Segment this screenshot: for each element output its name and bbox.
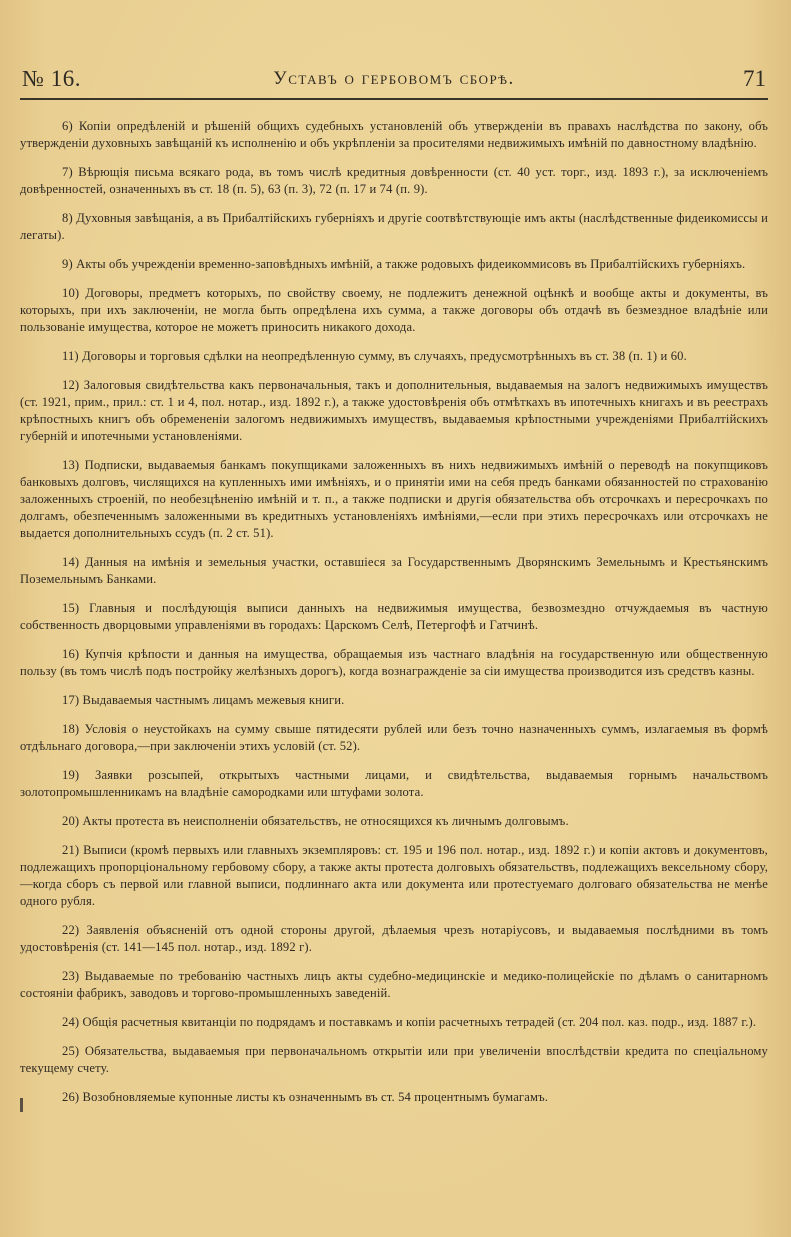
paragraph-25: 25) Обязательства, выдаваемыя при первоначальномъ открытіи или при увеличеніи впослѣдствіи кредита по спеціальному текущему счету.: [20, 1044, 768, 1075]
article-body: [20, 118, 768, 1118]
paragraph-13: 13) Подписки, выдаваемыя банкамъ покупщиками заложенныхъ въ нихъ недвижимыхъ имѣній о переводѣ на покупщиковъ банковыхъ долговъ, числящихся на купленныхъ ими имѣніяхъ, и о принятіи ими на себя предъ банками обязанностей по страхованію заложенныхъ строеній, по необезцѣненію имѣній и т. п., а также подписки и другія обязательства объ отсрочкахъ и пересрочкахъ по долгамъ, обезпеченнымъ заложенными въ кредитныхъ установленіяхъ имѣніями,—если при этихъ пересрочкахъ или отсрочкахъ не выдается дополнительныхъ ссудъ (п. 2 ст. 51).: [20, 458, 768, 540]
paragraph-21: 21) Выписи (кромѣ первыхъ или главныхъ экземпляровъ: ст. 195 и 196 пол. нотар., изд. 1892 г.) и копіи актовъ и документовъ, подлежащихъ пропорціональному гербовому сбору, а также акты протеста долговыхъ обязательствъ, подлежащихъ вексельному сбору,—когда сборъ съ первой или главной выписи, подлиннаго акта или документа или протестуемаго долговаго обязательства не менѣе одного рубля.: [20, 843, 768, 908]
paragraph-14: 14) Данныя на имѣнія и земельныя участки, оставшіеся за Государственнымъ Дворянскимъ Земельнымъ и Крестьянскимъ Поземельнымъ Банками.: [20, 555, 768, 586]
paragraph-18: 18) Условія о неустойкахъ на сумму свыше пятидесяти рублей или безъ точно назначенныхъ суммъ, излагаемыя въ формѣ отдѣльнаго договора,—при заключеніи этихъ условій (ст. 52).: [20, 722, 768, 753]
paragraph-16: 16) Купчія крѣпости и данныя на имущества, обращаемыя изъ частнаго владѣнія на государственную или общественную пользу (въ томъ числѣ подъ постройку желѣзныхъ дорогъ), когда вознагражденіе за сіи имущества производится изъ средствъ казны.: [20, 647, 768, 678]
paragraph-15: 15) Главныя и послѣдующія выписи данныхъ на недвижимыя имущества, безвозмездно отчуждаемыя въ частную собственность дворцовыми управленіями въ городахъ: Царскомъ Селѣ, Петергофѣ и Гатчинѣ.: [20, 601, 768, 632]
paragraph-23: 23) Выдаваемые по требованію частныхъ лицъ акты судебно-медицинскіе и медико-полицейскіе по дѣламъ о санитарномъ состояніи фабрикъ, заводовъ и торгово-промышленныхъ заведеній.: [20, 969, 768, 1000]
paragraph-22: 22) Заявленія объясненій отъ одной стороны другой, дѣлаемыя чрезъ нотаріусовъ, и выдаваемыя послѣдними въ томъ удостовѣренія (ст. 141—145 пол. нотар., изд. 1892 г).: [20, 923, 768, 954]
paragraph-12: 12) Залоговыя свидѣтельства какъ первоначальныя, такъ и дополнительныя, выдаваемыя на залогъ недвижимыхъ имуществъ (ст. 1921, прим., прил.: ст. 1 и 4, пол. нотар., изд. 1892 г.), а также удостовѣренія объ отмѣткахъ въ ипотечныхъ книгахъ и въ реестрахъ крѣпостныхъ книгъ объ обремененіи залогомъ недвижимыхъ имуществъ, выдаваемыя крѣпостными учрежденіями Прибалтійскихъ губерній и ипотечными установленіями.: [20, 378, 768, 443]
paragraph-20: 20) Акты протеста въ неисполненіи обязательствъ, не относящихся къ личнымъ долговымъ.: [62, 814, 569, 828]
paragraph-7: 7) Вѣрющія письма всякаго рода, въ томъ числѣ кредитныя довѣренности (ст. 40 уст. торг., изд. 1893 г.), за исключеніемъ довѣренностей, означенныхъ въ ст. 18 (п. 5), 63 (п. 3), 72 (п. 17 и 74 (п. 9).: [20, 165, 768, 196]
paragraph-17: 17) Выдаваемыя частнымъ лицамъ межевыя книги.: [62, 693, 345, 707]
paragraph-19: 19) Заявки розсыпей, открытыхъ частными лицами, и свидѣтельства, выдаваемыя горнымъ начальствомъ золотопромышленникамъ на владѣніе самородками или штуфами золота.: [20, 768, 768, 799]
running-header: [20, 62, 768, 96]
section-number: № 16.: [22, 66, 81, 91]
paragraph-8: 8) Духовныя завѣщанія, а въ Прибалтійскихъ губерніяхъ и другіе соотвѣтствующіе имъ акты (наслѣдственные фидеикомиссы и легаты).: [20, 211, 768, 242]
page-number: 71: [743, 66, 766, 91]
paragraph-10: 10) Договоры, предметъ которыхъ, по свойству своему, не подлежитъ денежной оцѣнкѣ и вообще акты и документы, въ которыхъ, при ихъ заключеніи, не могла быть опредѣлена ихъ сумма, а также договоры объ отдачѣ въ безмездное владѣніе или пользованіе имущества, которое не можетъ приносить никакого дохода.: [20, 286, 768, 334]
paragraph-11: 11) Договоры и торговыя сдѣлки на неопредѣленную сумму, въ случаяхъ, предусмотрѣнныхъ въ ст. 38 (п. 1) и 60.: [62, 349, 687, 363]
paragraph-9: 9) Акты объ учрежденіи временно-заповѣдныхъ имѣній, а также родовыхъ фидеикоммисовъ въ Прибалтійскихъ губерніяхъ.: [62, 257, 746, 271]
margin-mark: [20, 1098, 23, 1112]
document-page: [20, 0, 768, 1237]
header-rule: [20, 98, 768, 100]
paragraph-26: 26) Возобновляемые купонные листы къ означеннымъ въ ст. 54 процентнымъ бумагамъ.: [62, 1090, 549, 1104]
paragraph-6: 6) Копіи опредѣленій и рѣшеній общихъ судебныхъ установленій объ утвержденіи въ правахъ наслѣдства по закону, объ утвержденіи духовныхъ завѣщаній къ исполненію и объ укрѣпленіи за просителями недвижимыхъ имѣній по давностному владѣнію.: [20, 119, 768, 150]
paragraph-24: 24) Общія расчетныя квитанціи по подрядамъ и поставкамъ и копіи расчетныхъ тетрадей (ст. 204 пол. каз. подр., изд. 1887 г.).: [62, 1015, 757, 1029]
page-title: Уставъ о гербовомъ сборѣ.: [273, 68, 515, 89]
